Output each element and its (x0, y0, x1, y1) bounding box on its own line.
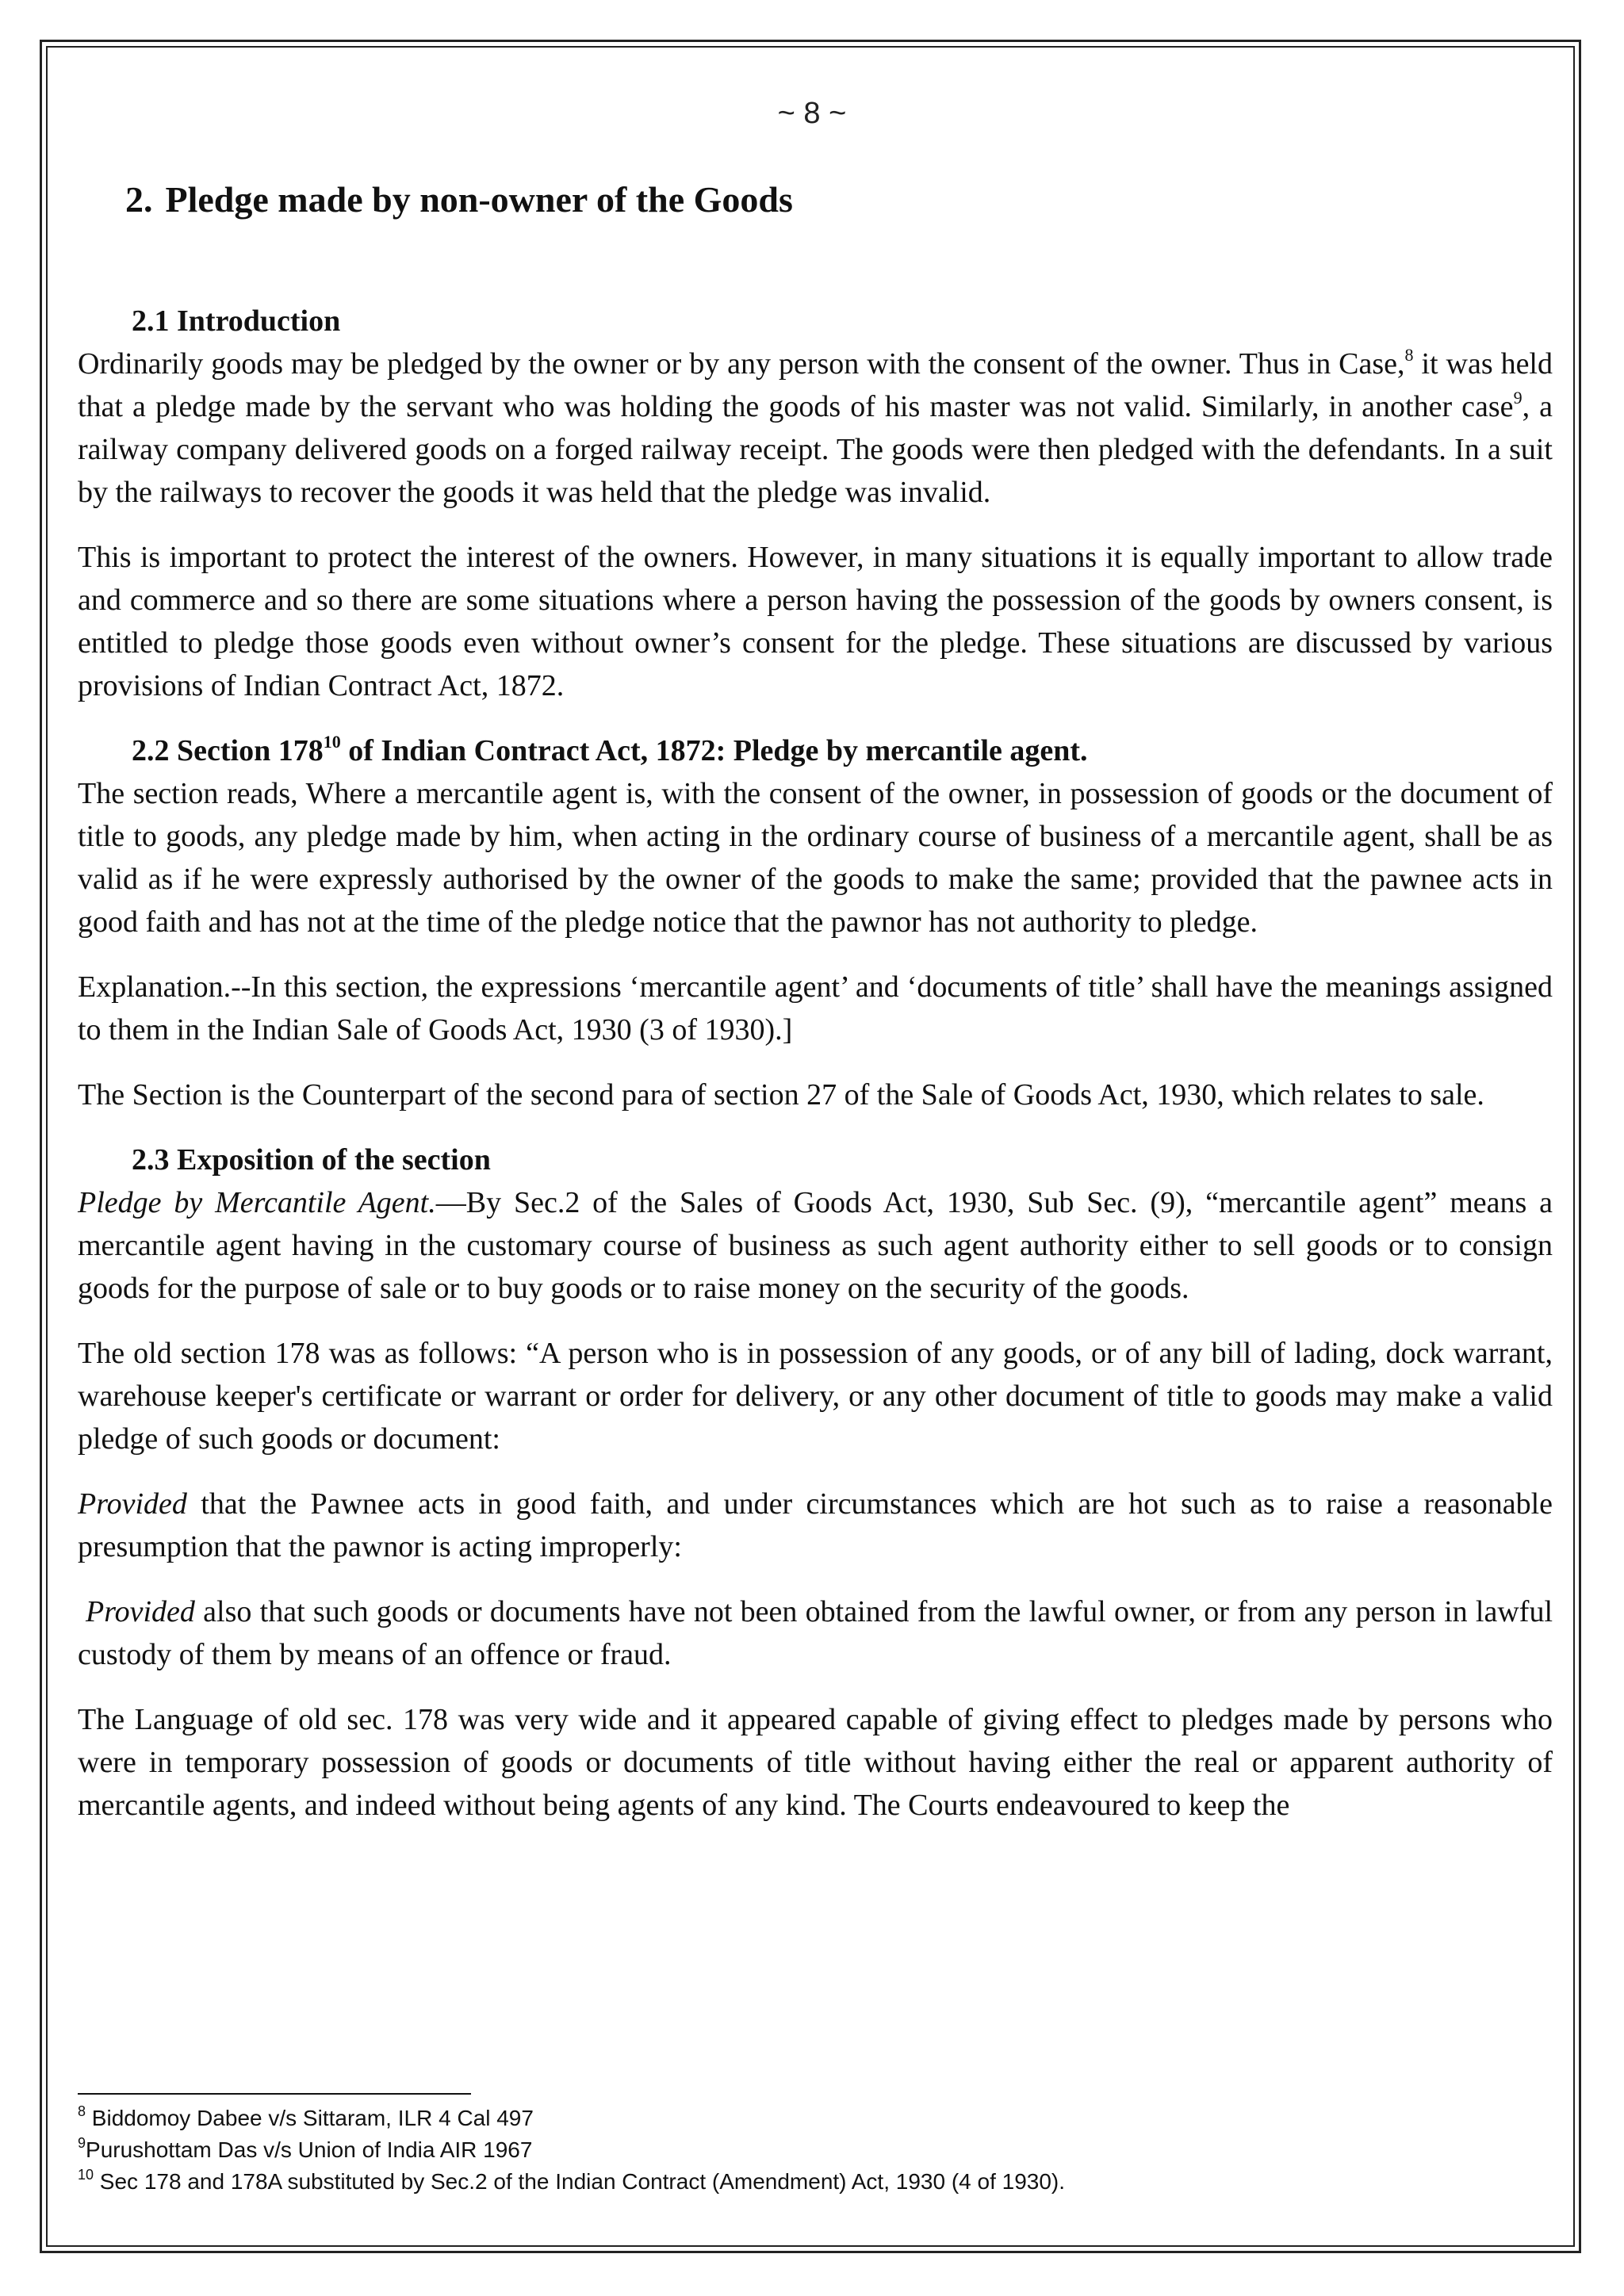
section-2-1-paragraph-1: Ordinarily goods may be pledged by the owner or by any person with the consent of the owner. Thus in Case,$^8$ it was held that a pledge made by the servant who was holding the goods of his master was not valid. Similarly, in another case$^9$, a railway company delivered goods on a forged railway receipt. The goods were then pledged with the defendants. In a suit by the railways to recover the goods it was held that the pledge was invalid. (78, 345, 1553, 509)
footnotes (78, 2103, 1505, 2198)
footnote-9: $^9$Purushottam Das v/s Union of India AIR 1967 (78, 2135, 533, 2162)
section-2-3-paragraph-1: Pledge by Mercantile Agent.—By Sec.2 of the Sales of Goods Act, 1930, Sub Sec. (9), “mercantile agent” means a mercantile agent having in the customary course of business as such agent authority either to sell goods or to consign goods for the purpose of sale or to buy goods or to raise money on the security of the goods. (78, 1186, 1553, 1305)
footnote-ref-9[interactable]: 9 (1513, 388, 1522, 408)
section-2-2-paragraph-3: The Section is the Counterpart of the second para of section 27 of the Sale of Goods Act, 1930, which relates to sale. (78, 1078, 1484, 1112)
section-2-3-paragraph-2: The old section 178 was as follows: “A person who is in possession of any goods, or of any bill of lading, dock warrant, warehouse keeper's certificate or warrant or order for delivery, or any other document of title to goods may make a valid pledge of such goods or document: (78, 1337, 1553, 1456)
section-2-3-paragraph-5: The Language of old sec. 178 was very wide and it appeared capable of giving effect to pledges made by persons who were in temporary possession of goods or documents of title without having either the real or apparent authority of mercantile agents, and indeed without being agents of any kind. The Courts endeavoured to keep the (78, 1703, 1553, 1822)
chapter-title: Pledge made by non-owner of the Goods (165, 179, 793, 220)
page-number: ~ 8 ~ (777, 97, 847, 130)
section-2-3-proviso-1: Provided that the Pawnee acts in good faith, and under circumstances which are hot such as to raise a reasonable presumption that the pawnor is acting improperly: (78, 1487, 1553, 1563)
footnote-8: $^8$ Biddomoy Dabee v/s Sittaram, ILR 4 Cal 497 (78, 2103, 534, 2130)
section-2-3-proviso-2: Provided also that such goods or documents have not been obtained from the lawful owner, or from any person in lawful custody of them by means of an offence or fraud. (78, 1595, 1553, 1671)
section-2-2-heading: 2.2 Section $178^{10}$ of Indian Contract Act, 1872: Pledge by mercantile agent. (132, 732, 1088, 767)
section-2-1-heading: 2.1 Introduction (132, 304, 341, 338)
footnote-10: $^{10}$ Sec 178 and 178A substituted by Sec.2 of the Indian Contract (Amendment) Act, 1930 (4 of 1930). (78, 2167, 1066, 2194)
section-2-2-paragraph-1: The section reads, Where a mercantile agent is, with the consent of the owner, in possession of goods or the document of title to goods, any pledge made by him, when acting in the ordinary course of business of a mercantile agent, shall be as valid as if he were expressly authorised by the owner of the goods to make the same; provided that the pawnee acts in good faith and has not at the time of the pledge notice that the pawnor has not authority to pledge. (78, 777, 1553, 939)
footnote-separator (78, 2093, 471, 2095)
footnote-ref-10[interactable]: 10 (323, 732, 341, 752)
section-2-3-heading: 2.3 Exposition of the section (132, 1143, 491, 1177)
chapter-number: 2. (125, 179, 153, 220)
chapter-heading (125, 176, 1553, 224)
document-body (78, 176, 1553, 1849)
section-2-2-explanation: Explanation.--In this section, the expressions ‘mercantile agent’ and ‘documents of title’ shall have the meanings assigned to them in the Indian Sale of Goods Act, 1930 (3 of 1930).] (78, 970, 1553, 1047)
section-2-1-paragraph-2: This is important to protect the interest of the owners. However, in many situations it is equally important to allow trade and commerce and so there are some situations where a person having the possession of the goods by owners consent, is entitled to pledge those goods even without owner’s consent for the pledge. These situations are discussed by various provisions of Indian Contract Act, 1872. (78, 541, 1553, 702)
footnote-ref-8[interactable]: 8 (1404, 345, 1414, 365)
